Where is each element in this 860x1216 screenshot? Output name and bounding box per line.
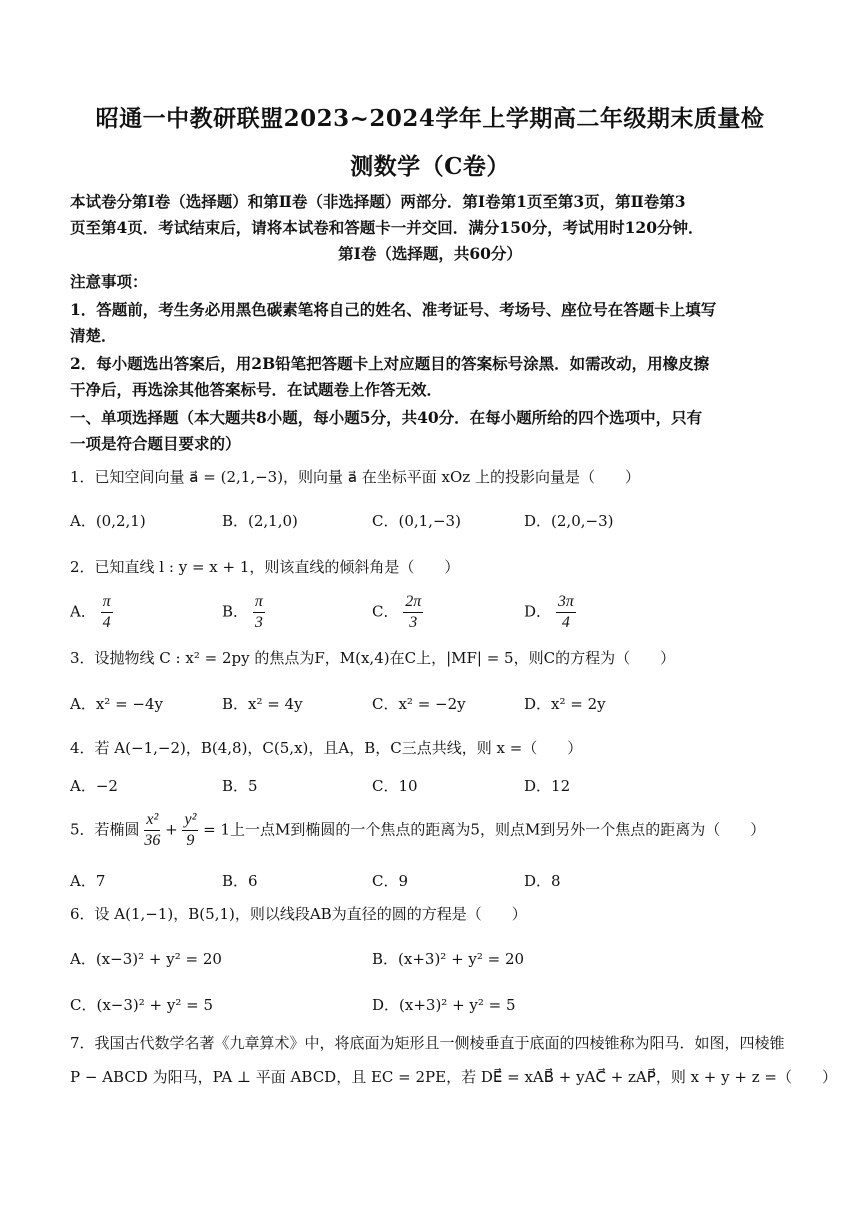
question-4-option-c[interactable]: C．10 <box>372 777 418 795</box>
notice-heading: 注意事项： <box>70 272 148 291</box>
fraction <box>556 592 576 633</box>
fraction-numerator: 2π <box>403 592 423 613</box>
question-3-option-c[interactable]: C．x² = −2y <box>372 695 466 713</box>
fraction-denominator: 36 <box>144 832 161 849</box>
question-2-option-c[interactable] <box>372 592 423 633</box>
fraction-denominator: 9 <box>186 832 195 849</box>
question-2-option-b[interactable] <box>222 592 265 633</box>
question-1-options <box>70 510 790 536</box>
section1-line1: 一、单项选择题（本大题共8小题，每小题5分，共40分．在每小题所给的四个选项中，只有 <box>70 408 703 427</box>
question-5-stem <box>70 810 765 851</box>
question-5-option-c[interactable]: C．9 <box>372 872 409 890</box>
fraction-numerator: π <box>101 592 113 613</box>
question-3-option-b[interactable]: B．x² = 4y <box>222 695 303 713</box>
fraction-numerator: π <box>253 592 265 613</box>
question-1-option-b[interactable]: B．(2,1,0) <box>222 512 298 530</box>
question-1-stem: 1．已知空间向量 a⃗ = (2,1,−3)，则向量 a⃗ 在坐标平面 xOz 上的投影向量是（ ） <box>70 468 640 486</box>
exam-title-line2: 测数学（C卷） <box>350 153 510 180</box>
question-5-option-b[interactable]: B．6 <box>222 872 258 890</box>
option-label: D． <box>524 602 552 621</box>
stem-text: = 1上一点M到椭圆的一个焦点的距离为5，则点M到另外一个焦点的距离为（ ） <box>203 820 766 839</box>
question-3-option-a[interactable]: A．x² = −4y <box>70 695 163 713</box>
exam-title-line1: 昭通一中教研联盟2023~2024学年上学期高二年级期末质量检 <box>95 105 765 132</box>
question-2-options <box>70 592 790 636</box>
question-4-options <box>70 775 790 801</box>
question-2-option-a[interactable] <box>70 592 113 633</box>
fraction <box>144 810 160 851</box>
fraction-denominator: 4 <box>102 614 111 631</box>
stem-text: 5．若椭圆 <box>70 820 140 839</box>
option-label: B． <box>222 602 249 621</box>
question-3-option-d[interactable]: D．x² = 2y <box>524 695 606 713</box>
fraction-denominator: 3 <box>254 614 263 631</box>
section1-line2: 一项是符合题目要求的） <box>70 434 241 453</box>
question-1-option-c[interactable]: C．(0,1,−3) <box>372 512 461 530</box>
part1-heading: 第Ⅰ卷（选择题，共60分） <box>338 244 522 263</box>
fraction-numerator: 3π <box>556 592 576 613</box>
question-6-option-c[interactable]: C．(x−3)² + y² = 5 <box>70 996 214 1014</box>
intro-line2: 页至第4页．考试结束后，请将本试卷和答题卡一并交回．满分150分，考试用时120分钟． <box>70 218 704 237</box>
question-4-stem: 4．若 A(−1,−2)，B(4,8)，C(5,x)，且A，B，C三点共线，则 x =（ ） <box>70 739 583 757</box>
question-4-option-d[interactable]: D．12 <box>524 777 571 795</box>
intro-line1: 本试卷分第Ⅰ卷（选择题）和第Ⅱ卷（非选择题）两部分．第Ⅰ卷第1页至第3页，第Ⅱ卷第3 <box>70 192 686 211</box>
fraction <box>182 810 198 851</box>
question-2-stem: 2．已知直线 l : y = x + 1，则该直线的倾斜角是（ ） <box>70 558 460 576</box>
fraction-numerator: y² <box>182 810 198 831</box>
notice-item1-line1: 1．答题前，考生务必用黑色碳素笔将自己的姓名、准考证号、考场号、座位号在答题卡上填写 <box>70 300 717 319</box>
question-2-option-d[interactable] <box>524 592 576 633</box>
question-7-stem-line2: P − ABCD 为阳马，PA ⊥ 平面 ABCD，且 EC = 2PE，若 DE⃗ = xAB⃗ + yAC⃗ + zAP⃗，则 x + y + z =（ ） <box>70 1068 837 1086</box>
option-label: A． <box>70 602 96 621</box>
question-5-option-d[interactable]: D．8 <box>524 872 561 890</box>
fraction-denominator: 3 <box>409 614 418 631</box>
plus-sign: + <box>165 820 178 839</box>
fraction <box>403 592 423 633</box>
notice-item1-line2: 清楚． <box>70 326 117 345</box>
question-1-option-a[interactable]: A．(0,2,1) <box>70 512 146 530</box>
question-6-stem: 6．设 A(1,−1)，B(5,1)，则以线段AB为直径的圆的方程是（ ） <box>70 905 527 923</box>
question-7-stem-line1: 7．我国古代数学名著《九章算术》中，将底面为矩形且一侧棱垂直于底面的四棱锥称为阳马．如图，四棱锥 <box>70 1034 785 1052</box>
option-label: C． <box>372 602 399 621</box>
notice-item2-line1: 2．每小题选出答案后，用2B铅笔把答题卡上对应题目的答案标号涂黑．如需改动，用橡皮擦 <box>70 354 710 373</box>
question-5-options <box>70 870 790 896</box>
question-3-options <box>70 693 790 719</box>
fraction-denominator: 4 <box>561 614 570 631</box>
question-6-option-b[interactable]: B．(x+3)² + y² = 20 <box>372 950 525 968</box>
question-1-option-d[interactable]: D．(2,0,−3) <box>524 512 614 530</box>
question-6-option-d[interactable]: D．(x+3)² + y² = 5 <box>372 996 516 1014</box>
fraction <box>101 592 113 633</box>
question-6-options-row2 <box>70 994 790 1020</box>
fraction-numerator: x² <box>144 810 160 831</box>
question-4-option-b[interactable]: B．5 <box>222 777 258 795</box>
question-6-options-row1 <box>70 948 790 974</box>
question-6-option-a[interactable]: A．(x−3)² + y² = 20 <box>70 950 222 968</box>
question-4-option-a[interactable]: A．−2 <box>70 777 118 795</box>
fraction <box>253 592 265 633</box>
question-5-option-a[interactable]: A．7 <box>70 872 106 890</box>
question-3-stem: 3．设抛物线 C : x² = 2py 的焦点为F，M(x,4)在C上，|MF| = 5，则C的方程为（ ） <box>70 649 676 667</box>
notice-item2-line2: 干净后，再选涂其他答案标号．在试题卷上作答无效． <box>70 380 443 399</box>
